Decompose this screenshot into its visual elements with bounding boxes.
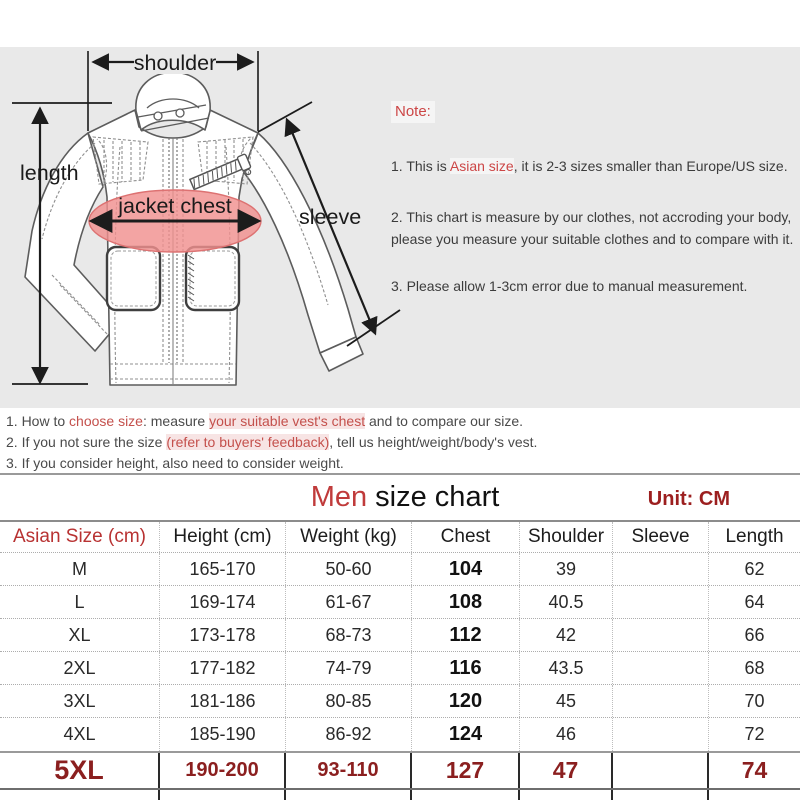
tip-1-red-2: your suitable vest's chest	[209, 413, 366, 429]
diagram-section	[0, 47, 800, 408]
notes-panel	[391, 101, 800, 296]
note-1-text: 1. This is	[391, 158, 450, 174]
notes-title: Note:	[391, 101, 435, 123]
cell-length: 72	[744, 724, 765, 744]
tip-1-text-3: and to compare our size.	[365, 413, 524, 429]
table-row	[0, 718, 800, 751]
header-sleeve: Sleeve	[613, 522, 709, 552]
cell-height: 181-186	[160, 685, 286, 717]
table-header-row	[0, 520, 800, 553]
table-row-partial	[0, 790, 800, 800]
cell-shoulder: 46	[520, 718, 613, 751]
cell-weight: 50-60	[286, 553, 412, 585]
cell-weight: 93-110	[286, 753, 412, 788]
tip-3: 3. If you consider height, also need to consider weight.	[6, 455, 344, 471]
cell-chest: 120	[412, 685, 520, 717]
note-2	[391, 206, 800, 250]
cell-size: M	[0, 553, 160, 585]
note-2-line1: 2. This chart is measure by our clothes, not accroding your body,	[391, 209, 792, 225]
cell-length: 74	[741, 757, 768, 783]
cell-height: 169-174	[160, 586, 286, 618]
tips-section	[6, 409, 796, 474]
stub-cell	[160, 790, 286, 800]
cell-sleeve	[613, 753, 709, 788]
cell-weight: 61-67	[286, 586, 412, 618]
cell-length: 70	[744, 690, 765, 711]
stub-cell	[412, 790, 520, 800]
jacket-chest-label: jacket chest	[118, 194, 232, 218]
cell-height: 177-182	[160, 652, 286, 684]
header-shoulder: Shoulder	[520, 522, 613, 552]
cell-shoulder: 39	[520, 553, 613, 585]
cell-sleeve	[613, 619, 709, 651]
note-1-highlight: Asian size	[449, 158, 514, 174]
stub-cell	[286, 790, 412, 800]
cell-length: 64	[744, 591, 765, 612]
tip-2-text: 2. If you not sure the size	[6, 434, 167, 450]
note-1-suffix: , it is 2-3 sizes smaller than Europe/US size.	[513, 158, 788, 174]
length-label: length	[20, 161, 79, 185]
tip-1-text: 1. How to	[6, 413, 70, 429]
cell-shoulder: 43.5	[520, 652, 613, 684]
cell-height: 165-170	[160, 553, 286, 585]
tip-2-text-2: , tell us height/weight/body's vest.	[329, 434, 538, 450]
unit-label: Unit: CM	[647, 488, 730, 510]
table-title-red: Men	[310, 481, 368, 513]
header-height: Height (cm)	[160, 522, 286, 552]
cell-sleeve	[613, 553, 709, 585]
cell-size: XL	[0, 619, 160, 651]
stub-cell	[520, 790, 613, 800]
cell-chest: 112	[412, 619, 520, 651]
note-3: 3. Please allow 1-3cm error due to manual measurement.	[391, 278, 748, 294]
shoulder-label: shoulder	[133, 51, 217, 75]
header-asian-size: Asian Size (cm)	[0, 522, 160, 552]
cell-length: 66	[744, 624, 765, 645]
table-row	[0, 619, 800, 652]
cell-chest: 104	[412, 553, 520, 585]
cell-size: 2XL	[0, 652, 160, 684]
cell-height: 190-200	[160, 753, 286, 788]
header-length: Length	[725, 526, 784, 547]
header-weight: Weight (kg)	[286, 522, 412, 552]
cell-sleeve	[613, 586, 709, 618]
cell-size: 4XL	[0, 718, 160, 751]
table-title-rest: size chart	[367, 481, 500, 513]
tip-1-text-2: : measure	[142, 413, 210, 429]
stub-cell	[0, 790, 160, 800]
note-1	[391, 156, 800, 176]
cell-weight: 80-85	[286, 685, 412, 717]
stub-cell	[709, 790, 800, 800]
cell-length: 68	[744, 657, 765, 678]
cell-size: 3XL	[0, 685, 160, 717]
sleeve-label: sleeve	[299, 205, 362, 229]
note-2-line2: please you measure your suitable clothes and to compare with it.	[391, 231, 794, 247]
table-row	[0, 652, 800, 685]
cell-sleeve	[613, 652, 709, 684]
cell-size: L	[0, 586, 160, 618]
cell-chest: 127	[412, 753, 520, 788]
cell-size: 5XL	[0, 753, 160, 788]
header-chest: Chest	[412, 522, 520, 552]
stub-cell	[613, 790, 709, 800]
cell-shoulder: 42	[520, 619, 613, 651]
cell-chest: 108	[412, 586, 520, 618]
cell-shoulder: 47	[520, 753, 613, 788]
cell-weight: 86-92	[286, 718, 412, 751]
tip-2-red: (refer to buyers' feedback)	[166, 434, 330, 450]
size-table	[0, 473, 800, 800]
table-row-5xl	[0, 751, 800, 790]
table-row	[0, 586, 800, 619]
table-title-row	[0, 473, 800, 520]
cell-height: 173-178	[160, 619, 286, 651]
tip-2	[6, 432, 796, 453]
cell-height: 185-190	[160, 718, 286, 751]
table-row	[0, 553, 800, 586]
cell-weight: 68-73	[286, 619, 412, 651]
cell-weight: 74-79	[286, 652, 412, 684]
cell-length: 62	[744, 558, 765, 579]
cell-chest: 124	[412, 718, 520, 751]
cell-shoulder: 40.5	[520, 586, 613, 618]
tip-1	[6, 411, 796, 432]
cell-sleeve	[613, 718, 709, 751]
cell-shoulder: 45	[520, 685, 613, 717]
cell-chest: 116	[412, 652, 520, 684]
tip-1-red-1: choose size	[69, 413, 143, 429]
cell-sleeve	[613, 685, 709, 717]
table-row	[0, 685, 800, 718]
